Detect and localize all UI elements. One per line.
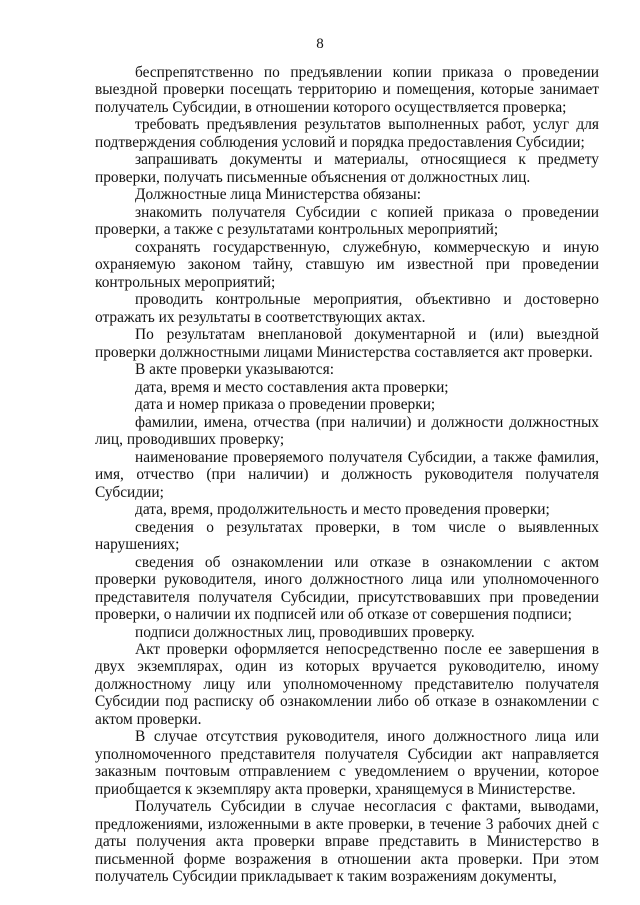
paragraph: сохранять государственную, служебную, коммерческую и иную охраняемую законом тайну, ставшую им известной при проведении контрольных мероприятий; bbox=[95, 238, 599, 291]
paragraph: дата, время, продолжительность и место проведения проверки; bbox=[135, 501, 550, 519]
paragraph: В акте проверки указываются: bbox=[135, 361, 334, 379]
paragraph: знакомить получателя Субсидии с копией приказа о проведении проверки, а также с результатами контрольных мероприятий; bbox=[95, 203, 599, 239]
paragraph: сведения об ознакомлении или отказе в ознакомлении с актом проверки руководителя, иного должностного лица или уполномоченного представителя получателя Субсидии, присутствовавших при проведении проверки, о наличии их подписей или об отказе от совершения подписи; bbox=[95, 553, 599, 624]
paragraph: запрашивать документы и материалы, относящиеся к предмету проверки, получать письменные объяснения от должностных лиц. bbox=[95, 151, 599, 186]
paragraph: беспрепятственно по предъявлении копии приказа о проведении выездной проверки посещать территорию и помещения, которые занимает получатель Субсидии, в отношении которого осуществляется проверка; bbox=[95, 64, 599, 116]
paragraph: дата и номер приказа о проведении проверки; bbox=[135, 396, 436, 414]
paragraph: проводить контрольные мероприятия, объективно и достоверно отражать их результаты в соответствующих актах. bbox=[95, 291, 599, 326]
paragraph: дата, время и место составления акта проверки; bbox=[135, 378, 449, 396]
paragraph: наименование проверяемого получателя Субсидии, а также фамилия, имя, отчество (при наличии) и должность руководителя получателя Субсидии; bbox=[95, 448, 599, 501]
paragraph: Получатель Субсидии в случае несогласия с фактами, выводами, предложениями, изложенными в акте проверки, в течение 3 рабочих дней с даты получения акта проверки вправе представить в Министерство в письменной форме возражения в отношении акта проверки. При этом получатель Субсидии прикладывает к таким возражениям документы, bbox=[95, 798, 599, 886]
document-body bbox=[95, 64, 599, 886]
paragraph: требовать предъявления результатов выполненных работ, услуг для подтверждения соблюдения условий и порядка предоставления Субсидии; bbox=[95, 116, 599, 151]
paragraph: Акт проверки оформляется непосредственно после ее завершения в двух экземплярах, один из которых вручается руководителю, иному должностному лицу или уполномоченному представителю получателя Субсидии под расписку об ознакомлении либо об отказе в ознакомлении с актом проверки. bbox=[95, 640, 599, 728]
page-number: 8 bbox=[316, 36, 324, 52]
paragraph: В случае отсутствия руководителя, иного должностного лица или уполномоченного представителя получателя Субсидии акт направляется заказным почтовым отправлением с уведомлением о вручении, которое приобщается к экземпляру акта проверки, хранящемуся в Министерстве. bbox=[95, 728, 599, 798]
paragraph: фамилии, имена, отчества (при наличии) и должности должностных лиц, проводивших проверку; bbox=[95, 413, 599, 449]
paragraph: подписи должностных лиц, проводивших проверку. bbox=[135, 623, 475, 641]
paragraph: По результатам внеплановой документарной и (или) выездной проверки должностными лицами Министерства составляется акт проверки. bbox=[95, 326, 599, 361]
paragraph: сведения о результатах проверки, в том числе о выявленных нарушениях; bbox=[95, 518, 599, 554]
paragraph: Должностные лица Министерства обязаны: bbox=[135, 186, 422, 204]
